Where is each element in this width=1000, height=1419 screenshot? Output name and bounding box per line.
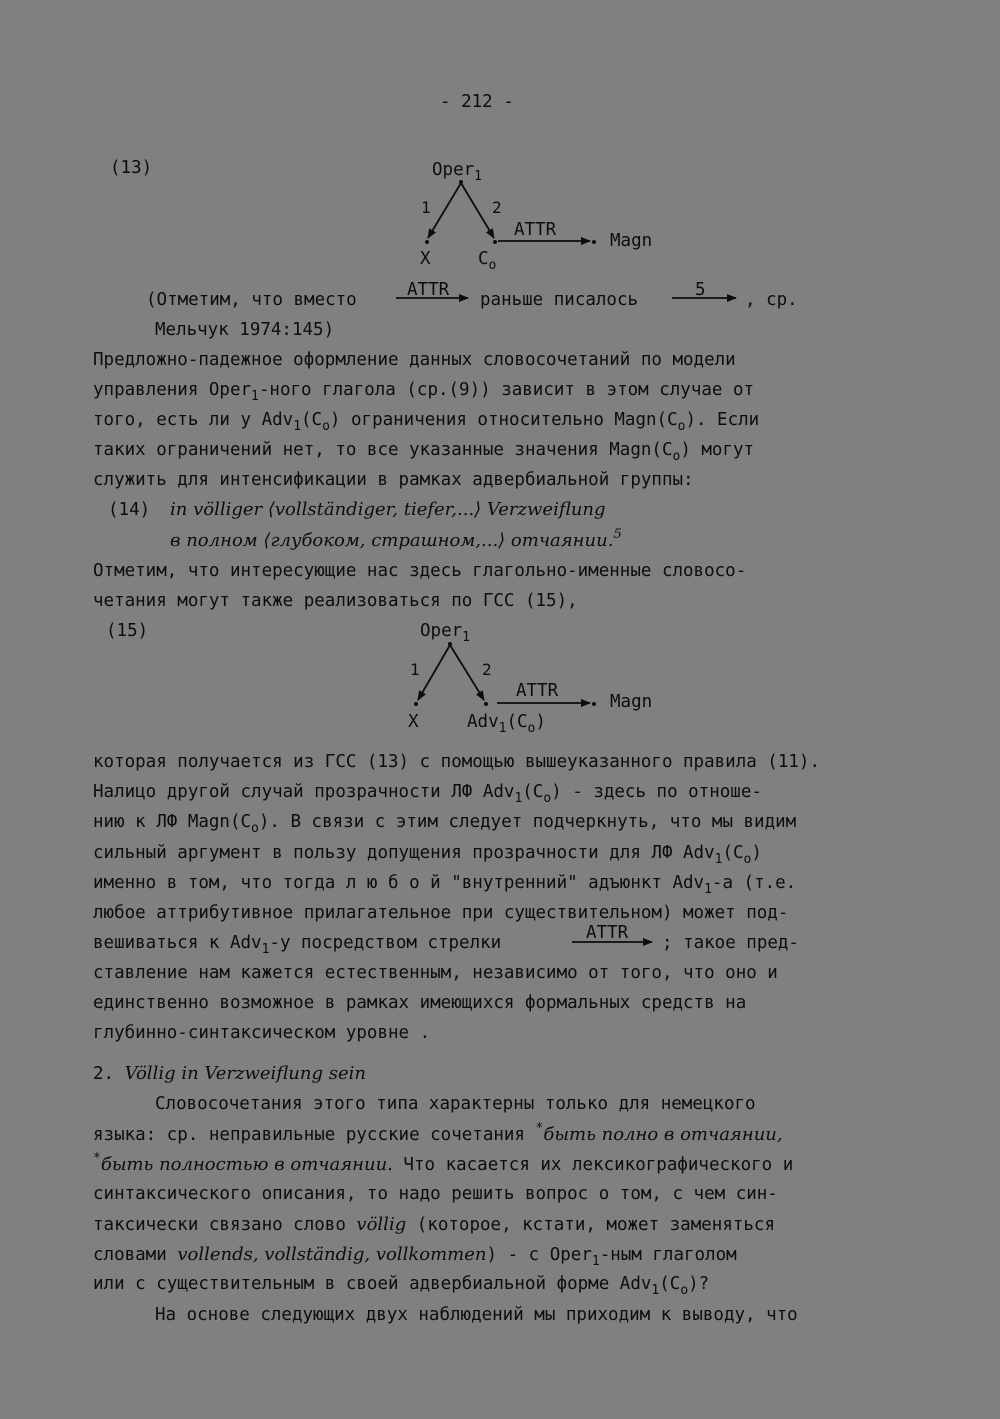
para3-line7-end: ; такое пред- [662,933,799,953]
asterisk: * [93,1151,101,1166]
d15-edge-2-arrow [450,645,484,700]
text: сильный аргумент в пользу допущения прозрачности для ЛФ Adv [93,843,715,863]
node-label: Adv [467,712,499,732]
text-italic: völlig [356,1214,407,1235]
para4-line4: синтаксического описания, то надо решить вопрос о том, с чем син- [93,1184,778,1204]
text: именно в том, что тогда л ю б о й "внутренний" адъюнкт Adv [93,873,705,893]
node-subscript: 1 [462,630,470,645]
node-label: Oper [432,160,475,180]
text: того, есть ли у Adv [93,410,294,430]
subscript: o [251,821,259,836]
node-label: Oper [420,621,463,641]
node-magn: Magn [610,231,653,251]
text: (C [301,410,323,430]
text-italic: быть полно в отчаянии, [543,1124,783,1145]
para3-line1: которая получается из ГСС (13) с помощью вышеуказанного правила (11). [93,752,820,772]
example-14-number: (14) [108,500,151,520]
footnote-mark: 5 [613,527,622,542]
para2-line2: четания могут также реализоваться по ГСС (15), [93,591,578,611]
node-label: ) [535,712,546,732]
node-label: (C [506,712,528,732]
text: -а (т.е. [711,873,797,893]
text: управления Oper [93,380,252,400]
text: (C [522,782,544,802]
page-number: - 212 - [440,92,514,112]
node-subscript: 1 [498,721,507,736]
text: ) - здесь по отноше- [551,782,762,802]
subscript: 1 [704,882,712,897]
text: )? [688,1274,710,1294]
subscript: 1 [714,852,723,867]
edge-label-1: 1 [421,198,431,217]
text: (которое, кстати, может заменяться [416,1215,776,1235]
node-subscript: o [488,258,497,273]
para1-line5: служить для интенсификации в рамках адвербиальной группы: [93,470,694,490]
note-five-label: 5 [695,280,706,300]
subscript: o [322,419,330,434]
subscript: 1 [261,942,270,957]
subscript: 1 [651,1283,660,1298]
text: (C [659,1274,681,1294]
note-part1: (Отметим, что вместо [146,290,357,310]
text: ) [751,843,762,863]
text: (C [722,843,744,863]
d15-dot-x [414,702,418,706]
d13-edge-1-arrow [428,183,461,238]
subscript: 1 [514,791,523,806]
d13-dot-magn [592,240,596,244]
para3-line6: любое аттрибутивное прилагательное при существительном) может под- [93,903,789,923]
d15-edge-1-arrow [418,645,450,700]
d13-edge-2-arrow [461,183,494,238]
d13-dot-x [425,240,429,244]
attr-label: ATTR [516,681,559,701]
para1-line1: Предложно-падежное оформление данных словосочетаний по модели [93,350,736,370]
text: или с существительным в своей адвербиальной форме Adv [93,1274,652,1294]
node-x: X [408,712,419,732]
text: в полном ⟨глубоком, страшном,...⟩ отчаянии. [170,530,614,551]
text: словами [93,1245,167,1265]
subscript: o [677,419,686,434]
d15-dot-oper [448,642,452,646]
text: -ного глагола (ср.(9)) зависит в этом случае от [258,380,755,400]
note-part3: , ср. [745,290,798,310]
edge-label-2: 2 [492,198,502,217]
subscript: 1 [591,1254,600,1269]
attr-label: ATTR [514,220,557,240]
note-line2: Мельчук 1974:145) [155,320,335,340]
node-x: X [420,249,431,269]
node-magn: Magn [610,692,653,712]
subscript: 1 [251,389,259,404]
edge-label-2: 2 [482,660,492,679]
example-number: (15) [106,621,149,641]
example-number: (13) [110,158,153,178]
asterisk: * [535,1121,544,1136]
para4-line1: Словосочетания этого типа характерны только для немецкого [155,1094,756,1114]
text: таксически связано слово [93,1215,346,1235]
text: ). Если [685,410,760,430]
edge-label-1: 1 [410,660,420,679]
note-attr-label: ATTR [407,280,450,300]
para3-line9: единственно возможное в рамках имеющихся формальных средств на [93,993,747,1013]
text: ) - с Oper [486,1245,592,1265]
para3-arrow-attr-label: ATTR [586,923,629,943]
subscript: 1 [293,419,302,434]
text-italic: vollends, vollständig, vollkommen [177,1244,487,1265]
note-part2: раньше писалось [480,290,639,310]
text: языка: ср. неправильные русские сочетания [93,1125,525,1145]
d13-dot-c [493,240,497,244]
text: нию к ЛФ Magn(C [93,812,252,832]
para5-line1: На основе следующих двух наблюдений мы приходим к выводу, что [155,1305,798,1325]
subscript: o [543,791,552,806]
text: Налицо другой случай прозрачности ЛФ Adv [93,782,515,802]
para3-line10: глубинно-синтаксическом уровне . [93,1023,431,1043]
text: -ным глаголом [599,1245,737,1265]
text-italic: быть полностью в отчаянии. [100,1154,393,1175]
text: Что касается их лексикографического и [392,1155,794,1175]
para3-line8: ставление нам кажется естественным, независимо от того, что оно и [93,963,778,983]
section-title: Völlig in Verzweiflung sein [124,1063,366,1084]
example-14-german: in völliger ⟨vollständiger, tiefer,...⟩ Verzweiflung [170,499,606,520]
subscript: o [672,449,681,464]
d15-dot-magn [592,702,596,706]
para2-line1: Отметим, что интересующие нас здесь глагольно-именные словосо- [93,561,747,581]
subscript: o [743,852,752,867]
text: вешиваться к Adv [93,933,262,953]
subscript: o [680,1283,689,1298]
text: -у посредством стрелки [269,933,502,953]
text: ) ограничения относительно Magn(C [329,410,678,430]
node-label: C [478,249,489,269]
text: таких ограничений нет, то все указанные значения Magn(C [93,440,673,460]
node-subscript: 1 [474,169,482,184]
text: ) могут [680,440,755,460]
node-subscript: o [527,721,536,736]
d13-dot-oper [459,180,463,184]
d15-dot-adv [484,702,488,706]
section-number: 2. [93,1064,115,1084]
text: ). В связи с этим следует подчеркнуть, что мы видим [258,812,797,832]
